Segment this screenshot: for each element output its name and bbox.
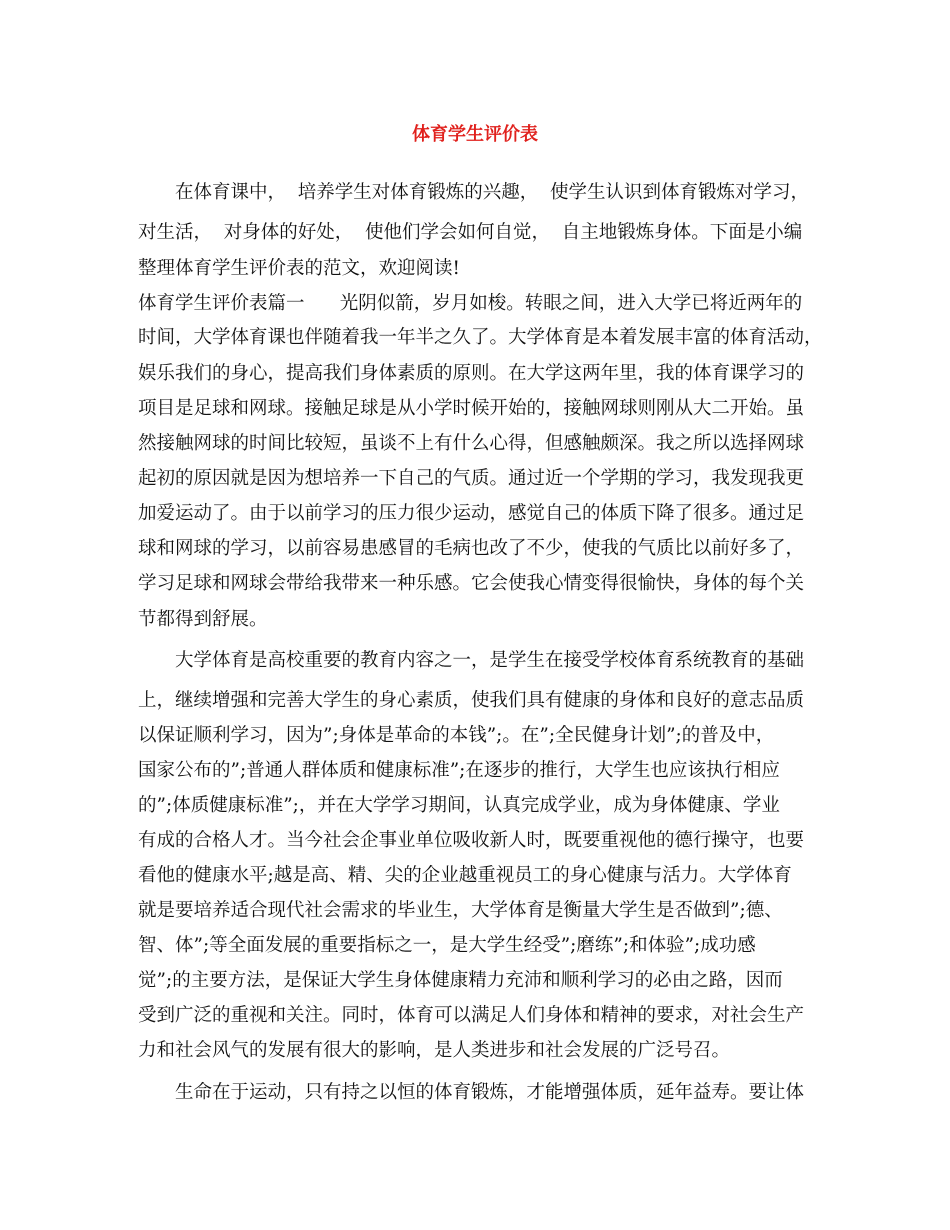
paragraph-line: 在体育课中， 培养学生对体育锻炼的兴趣， 使学生认识到体育锻炼对学习， — [175, 182, 810, 203]
paragraph-line: 对生活， 对身体的好处， 使他们学会如何自觉， 自主地锻炼身体。下面是小编 — [138, 222, 803, 243]
paragraph-line: 国家公布的”;普通人群体质和健康标准”;在逐步的推行，大学生也应该执行相应 — [138, 760, 780, 781]
paragraph-line: 时间，大学体育课也伴随着我一年半之久了。大学体育是本着发展丰富的体育活动， — [138, 327, 823, 348]
paragraph-line: 学习足球和网球会带给我带来一种乐感。它会使我心情变得很愉快，身体的每个关 — [138, 573, 805, 594]
paragraph-line: 然接触网球的时间比较短，虽谈不上有什么心得，但感触颇深。我之所以选择网球 — [138, 433, 805, 454]
paragraph-line: 觉”;的主要方法，是保证大学生身体健康精力充沛和顺利学习的必由之路，因而 — [138, 970, 783, 991]
paragraph-line: 加爱运动了。由于以前学习的压力很少运动，感觉自己的体质下降了很多。通过足 — [138, 503, 805, 524]
paragraph-line: 体育学生评价表篇一 光阴似箭，岁月如梭。转眼之间，进入大学已将近两年的 — [138, 293, 803, 314]
paragraph-line: 的”;体质健康标准”;，并在大学学习期间，认真完成学业，成为身体健康、学业 — [138, 795, 780, 816]
paragraph-line: 生命在于运动，只有持之以恒的体育锻炼，才能增强体质，延年益寿。要让体 — [175, 1082, 805, 1103]
paragraph-line: 智、体”;等全面发展的重要指标之一，是大学生经受”;磨练”;和体验”;成功感 — [138, 935, 756, 956]
paragraph-line: 受到广泛的重视和关注。同时，体育可以满足人们身体和精神的要求，对社会生产 — [138, 1005, 805, 1026]
paragraph-line: 看他的健康水平;越是高、精、尖的企业越重视员工的身心健康与活力。大学体育 — [138, 865, 792, 886]
paragraph-line: 项目是足球和网球。接触足球是从小学时候开始的，接触网球则刚从大二开始。虽 — [138, 398, 805, 419]
paragraph-line: 上，继续增强和完善大学生的身心素质，使我们具有健康的身体和良好的意志品质 — [138, 690, 805, 711]
paragraph-line: 就是要培养适合现代社会需求的毕业生，大学体育是衡量大学生是否做到”;德、 — [138, 900, 783, 921]
paragraph-line: 大学体育是高校重要的教育内容之一，是学生在接受学校体育系统教育的基础 — [175, 650, 805, 671]
paragraph-line: 有成的合格人才。当今社会企事业单位吸收新人时，既要重视他的德行操守，也要 — [138, 830, 805, 851]
paragraph-line: 球和网球的学习，以前容易患感冒的毛病也改了不少，使我的气质比以前好多了， — [138, 538, 805, 559]
paragraph-line: 娱乐我们的身心，提高我们身体素质的原则。在大学这两年里，我的体育课学习的 — [138, 363, 805, 384]
paragraph-line: 力和社会风气的发展有很大的影响，是人类进步和社会发展的广泛号召。 — [138, 1040, 731, 1061]
paragraph-line: 节都得到舒展。 — [138, 609, 268, 630]
paragraph-line: 以保证顺利学习，因为”;身体是革命的本钱”;。在”;全民健身计划”;的普及中， — [138, 725, 775, 746]
document-title: 体育学生评价表 — [412, 124, 538, 145]
paragraph-line: 起初的原因就是因为想培养一下自己的气质。通过近一个学期的学习，我发现我更 — [138, 468, 805, 489]
paragraph-line: 整理体育学生评价表的范文，欢迎阅读! — [138, 258, 460, 279]
